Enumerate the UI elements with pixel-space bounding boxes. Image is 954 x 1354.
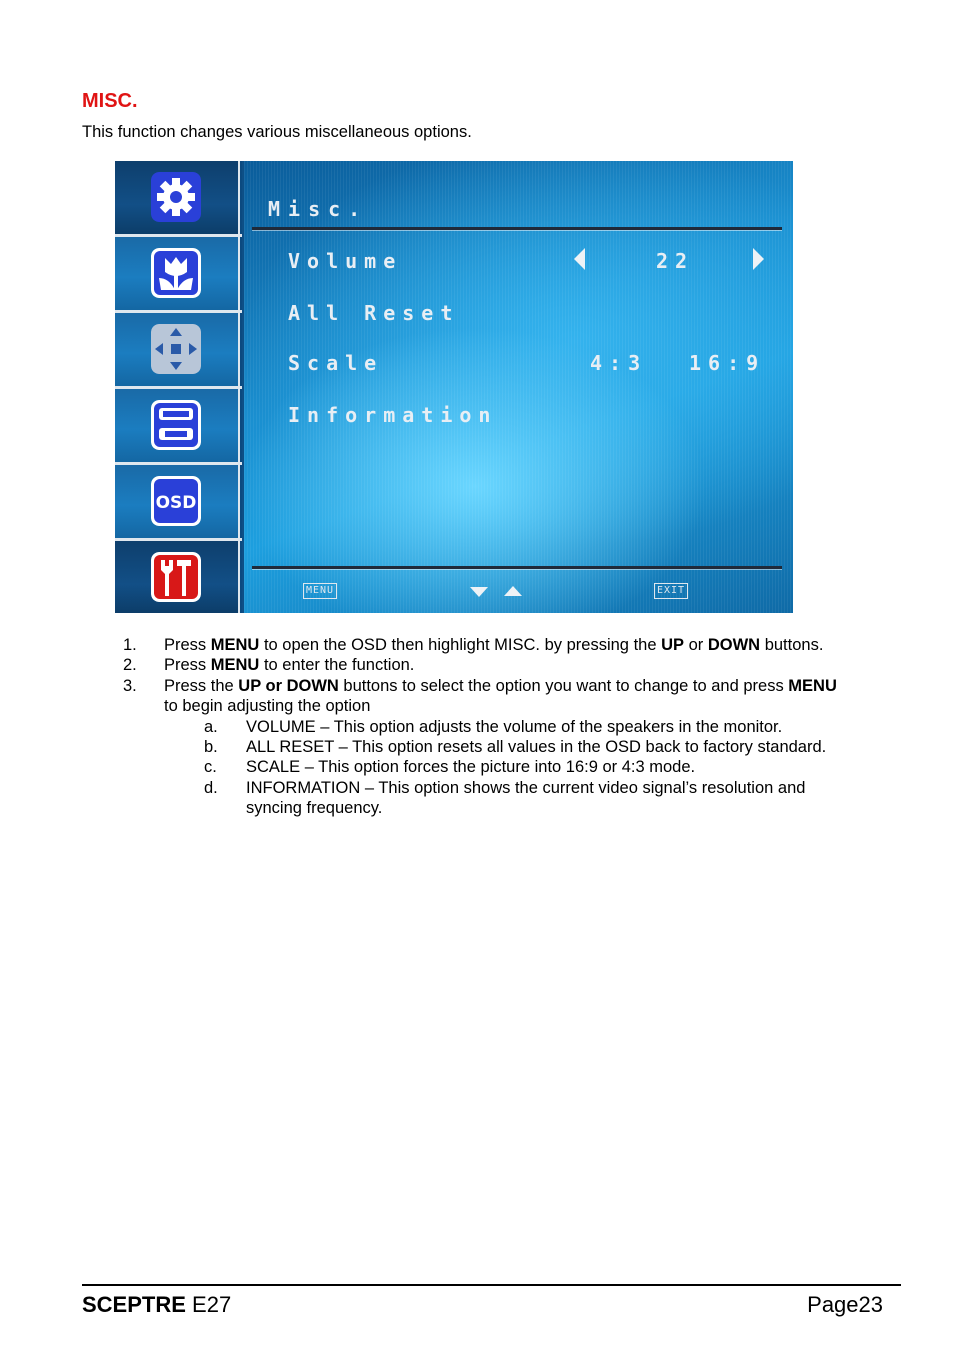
volume-value: 22 (656, 249, 695, 273)
section-title: MISC. (82, 90, 138, 112)
osd-tab-misc (115, 541, 240, 613)
footer-brand: SCEPTRE (82, 1292, 186, 1317)
osd-title: Misc. (268, 197, 369, 221)
osd-tab-position (115, 313, 240, 386)
step-2 (123, 656, 137, 675)
substep-letter: d. (204, 779, 218, 797)
scale-option-16-9: 16:9 (689, 351, 766, 375)
osd-tab-settings (115, 161, 240, 234)
step-3-text: Press the UP or DOWN buttons to select the option you want to change to and press MENU (164, 677, 837, 695)
osd-up-arrow-icon (504, 586, 522, 596)
scale-option-4-3: 4:3 (590, 351, 648, 375)
substep-scale: SCALE – This option forces the picture into 16:9 or 4:3 mode. (246, 758, 696, 776)
position-arrows-icon (151, 324, 201, 374)
step-number: 1. (123, 636, 137, 654)
substep-information-continued: syncing frequency. (246, 799, 383, 817)
settings-gear-icon (151, 172, 201, 222)
substep-all-reset: ALL RESET – This option resets all values in the OSD back to factory standard. (246, 738, 827, 756)
osd-down-arrow-icon (470, 587, 488, 597)
substep-letter: a. (204, 718, 218, 736)
footer-divider (82, 1284, 901, 1286)
picture-tulip-icon (151, 248, 201, 298)
step-number: 3. (123, 677, 137, 695)
step-3 (123, 677, 137, 696)
input-connector-icon (151, 400, 201, 450)
step-1 (123, 636, 137, 655)
osd-item-scale: Scale (288, 351, 384, 375)
osd-menu-button: MENU (303, 583, 337, 599)
step-1-text: Press MENU to open the OSD then highlight MISC. by pressing the UP or DOWN buttons. (164, 636, 824, 654)
osd-screenshot (115, 161, 793, 613)
osd-tab-input (115, 389, 240, 462)
osd-item-information: Information (288, 403, 498, 427)
section-intro: This function changes various miscellaneous options. (82, 123, 472, 141)
footer-model: E27 (185, 1292, 232, 1317)
step-2-text: Press MENU to enter the function. (164, 656, 415, 674)
substep-volume: VOLUME – This option adjusts the volume of the speakers in the monitor. (246, 718, 783, 736)
tools-icon (151, 552, 201, 602)
substep-letter: c. (204, 758, 217, 776)
volume-right-arrow-icon (753, 248, 764, 270)
footer-page-number: Page23 (807, 1292, 883, 1317)
osd-item-all-reset: All Reset (288, 301, 460, 325)
osd-sidebar (115, 161, 242, 613)
substep-letter: b. (204, 738, 218, 756)
osd-icon-label: OSD (155, 493, 197, 513)
osd-item-volume: Volume (288, 249, 403, 273)
osd-top-rule (252, 227, 782, 230)
osd-bottom-rule (252, 566, 782, 569)
volume-left-arrow-icon (574, 248, 585, 270)
osd-main-panel (244, 161, 793, 613)
step-number: 2. (123, 656, 137, 674)
osd-tab-picture (115, 237, 240, 310)
step-3-text-continued: to begin adjusting the option (164, 697, 371, 715)
osd-tab-osd (115, 465, 240, 538)
osd-exit-button: EXIT (654, 583, 688, 599)
osd-icon (151, 476, 201, 526)
footer-product (82, 1292, 231, 1318)
substep-information: INFORMATION – This option shows the current video signal’s resolution and (246, 779, 806, 797)
